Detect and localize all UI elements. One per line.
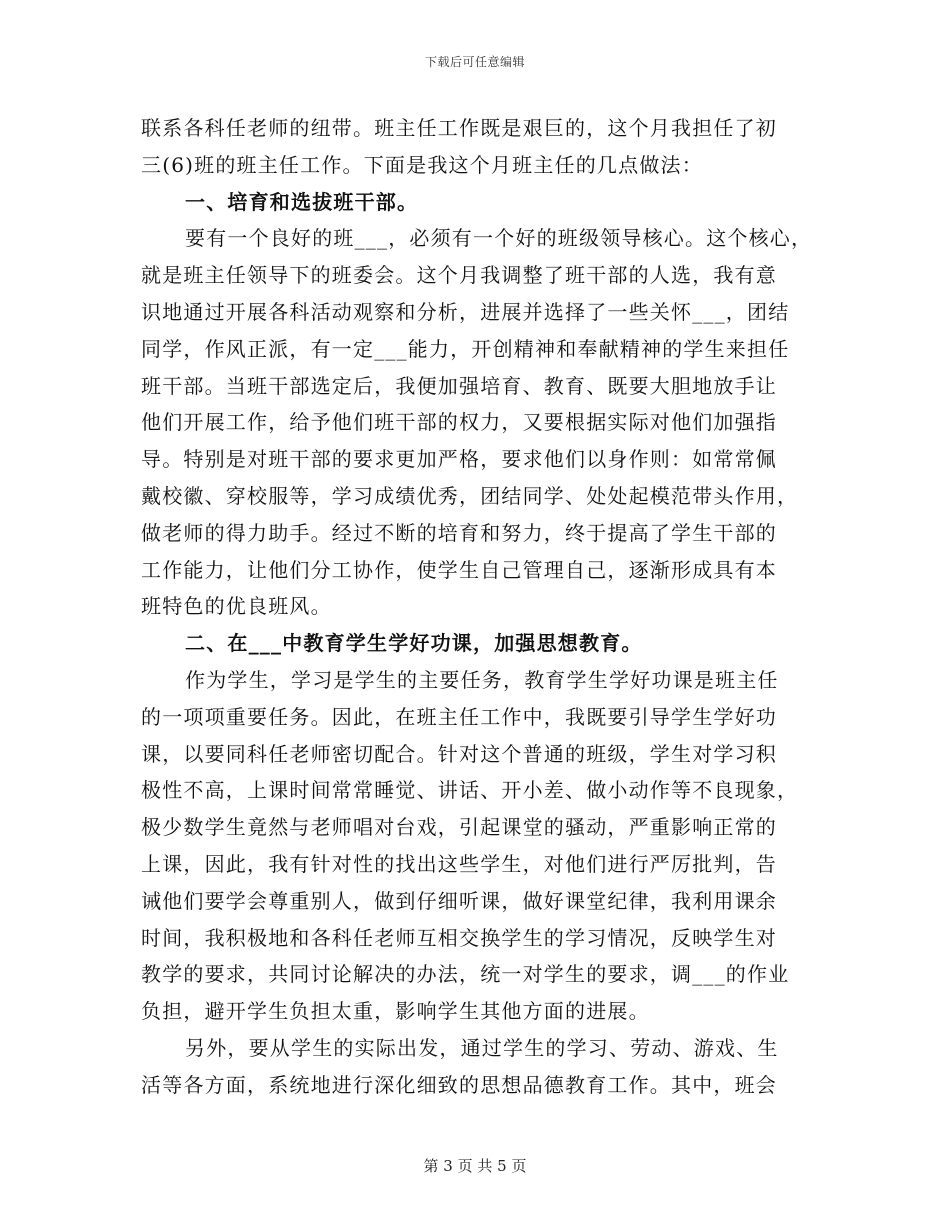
- text-line: 做老师的得力助手。经过不断的培育和努力，终于提高了学生干部的: [141, 520, 777, 545]
- section-heading: 一、培育和选拔班干部。: [185, 189, 419, 214]
- paragraph-first-line: 作为学生，学习是学生的主要任务，教育学生学好功课是班主任: [185, 667, 779, 692]
- text-line: 戴校徽、穿校服等，学习成绩优秀，团结同学、处处起模范带头作用，: [141, 483, 799, 508]
- text-line: 上课，因此，我有针对性的找出这些学生，对他们进行严厉批判，告: [141, 851, 777, 876]
- section-heading: 二、在___中教育学生学好功课，加强思想教育。: [185, 631, 643, 656]
- text-line: 负担，避开学生负担太重，影响学生其他方面的进展。: [141, 999, 650, 1024]
- text-line: 导。特别是对班干部的要求更加严格，要求他们以身作则：如常常佩: [141, 447, 777, 472]
- text-line: 工作能力，让他们分工协作，使学生自己管理自己，逐渐形成具有本: [141, 557, 777, 582]
- page-header: 下载后可任意编辑: [424, 55, 525, 69]
- text-line: 课，以要同科任老师密切配合。针对这个普通的班级，学生对学习积: [141, 741, 777, 766]
- text-line: 同学，作风正派，有一定___能力，开创精神和奉献精神的学生来担任: [141, 336, 790, 361]
- text-line: 他们开展工作，给予他们班干部的权力，又要根据实际对他们加强指: [141, 410, 777, 435]
- text-line: 班特色的优良班风。: [141, 594, 332, 619]
- text-line: 就是班主任领导下的班委会。这个月我调整了班干部的人选，我有意: [141, 263, 777, 288]
- text-line: 极少数学生竟然与老师唱对台戏，引起课堂的骚动，严重影响正常的: [141, 815, 777, 840]
- text-line: 极性不高，上课时间常常睡觉、讲话、开小差、做小动作等不良现象，: [141, 778, 799, 803]
- text-line: 识地通过开展各科活动观察和分析，进展并选择了一些关怀___，团结: [141, 299, 790, 324]
- text-line: 联系各科任老师的纽带。班主任工作既是艰巨的，这个月我担任了初: [141, 116, 777, 140]
- text-line: 班干部。当班干部选定后，我便加强培育、教育、既要大胆地放手让: [141, 373, 777, 398]
- text-line: 的一项项重要任务。因此，在班主任工作中，我既要引导学生学好功: [141, 704, 777, 729]
- text-line: 时间，我积极地和各科任老师互相交换学生的学习情况，反映学生对: [141, 925, 777, 950]
- text-line: 活等各方面，系统地进行深化细致的思想品德教育工作。其中，班会: [141, 1072, 777, 1097]
- document-body: [141, 110, 817, 1104]
- text-line: 三(6)班的班主任工作。下面是我这个月班主任的几点做法：: [141, 152, 703, 177]
- text-line: 诫他们要学会尊重别人，做到仔细听课，做好课堂纪律，我利用课余: [141, 888, 777, 913]
- paragraph-first-line: 要有一个良好的班___，必须有一个好的班级领导核心。这个核心，: [185, 226, 813, 251]
- page-footer: 第 3 页 共 5 页: [423, 1157, 527, 1175]
- text-line: 教学的要求，共同讨论解决的办法，统一对学生的要求，调___的作业: [141, 962, 790, 987]
- paragraph-first-line: 另外，要从学生的实际出发，通过学生的学习、劳动、游戏、生: [185, 1035, 779, 1060]
